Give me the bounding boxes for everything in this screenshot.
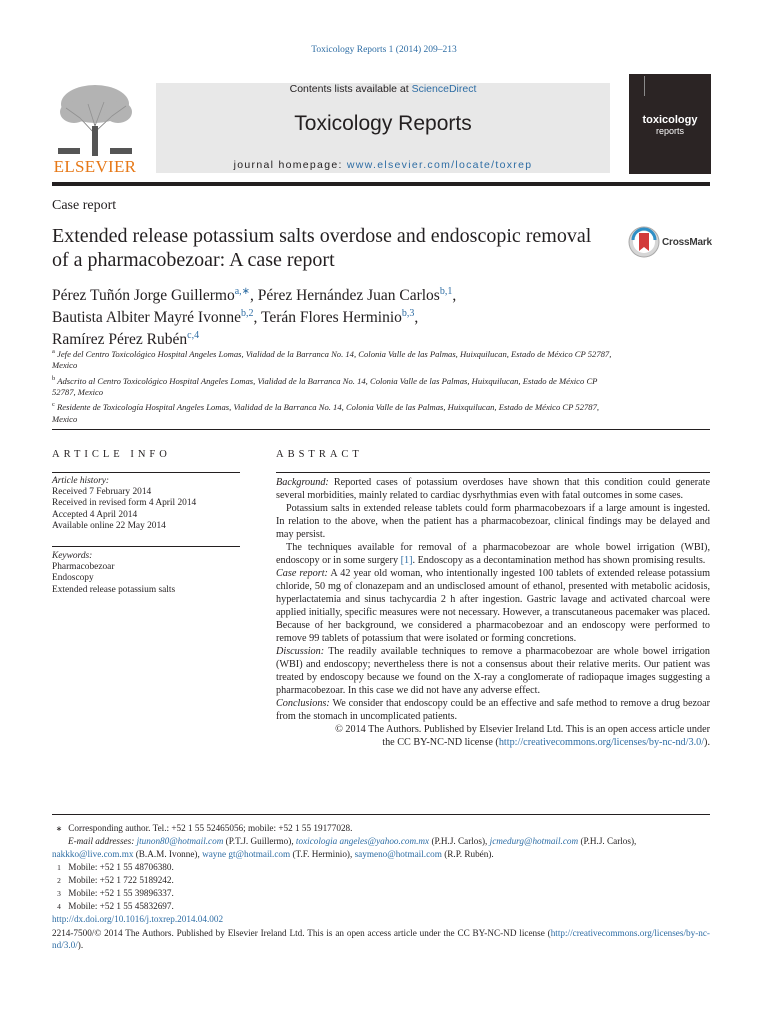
- author-name: Pérez Hernández Juan Carlos: [257, 287, 440, 305]
- section-rule: [52, 429, 710, 430]
- keywords: Keywords: Pharmacobezoar Endoscopy Extended release potassium salts: [52, 551, 240, 596]
- author-name: Terán Flores Herminio: [260, 309, 402, 327]
- author-affiliation-mark[interactable]: b,2: [240, 308, 254, 320]
- article-info-heading: ARTICLE INFO: [52, 449, 171, 460]
- cover-title: toxicology: [642, 114, 698, 126]
- journal-title: Toxicology Reports: [294, 112, 472, 135]
- cover-stripe: [644, 76, 645, 96]
- history-item: Received in revised form 4 April 2014: [52, 498, 197, 509]
- sciencedirect-link[interactable]: ScienceDirect: [411, 83, 477, 95]
- author-name: Pérez Tuñón Jorge Guillermo: [52, 287, 235, 305]
- author-list: Pérez Tuñón Jorge Guillermo$^{a,∗}$, Pérez Hernández Juan Carlos$^{b,1}$, Bautista Albiter Mayré Ivonne$^{b,2}$, Terán Flores Herminio$^{b,3}$, Ramírez Pérez Rubén$^{c,4}$: [52, 286, 457, 349]
- mobile-note: 1 Mobile: +52 1 55 48706380.: [57, 862, 174, 872]
- history-item: Available online 22 May 2014: [52, 520, 166, 531]
- contents-line: Contents lists available at ScienceDirect: [289, 83, 477, 95]
- copyright-line: © 2014 The Authors. Published by Elsevier Ireland Ltd. This is an open access article under: [335, 724, 710, 735]
- keyword: Extended release potassium salts: [52, 584, 176, 595]
- keyword: Endoscopy: [52, 573, 94, 584]
- email-link[interactable]: nakkko@live.com.mx: [52, 849, 134, 859]
- license-statement: 2214-7500/© 2014 The Authors. Published by Elsevier Ireland Ltd. This is an open access article under the CC BY-NC-ND license (http://creativecommons.org/licenses/by-nc-nd/3.0/).: [52, 928, 710, 950]
- abstract-paragraph: The techniques available for removal of a pharmacobezoar are whole bowel irrigation (WBI), endoscopy or in some surgery [1]. Endoscopy as a decontamination method has shown promising results.: [276, 542, 710, 566]
- header-rule: [52, 182, 710, 186]
- keyword: Pharmacobezoar: [52, 562, 115, 573]
- abstract-body: [276, 476, 710, 749]
- email-addresses-cont: nakkko@live.com.mx (B.A.M. Ivonne), wayne gt@hotmail.com (T.F. Herminio), saymeno@hotmail.com (R.P. Rubén).: [52, 849, 494, 859]
- article-history: Article history: Received 7 February 2014 Received in revised form 4 April 2014 Accepted 4 April 2014 Available online 22 May 2014: [52, 476, 240, 532]
- crossmark-icon: [628, 226, 660, 258]
- journal-reference[interactable]: Toxicology Reports 1 (2014) 209–213: [311, 45, 457, 55]
- crossmark-label: CrossMark: [662, 237, 712, 248]
- abstract-background: Background: Reported cases of potassium overdoses have shown that this condition could generate several morbidities, mainly related to cardiac dysrhythmias even with fatal outcomes in some cases.: [276, 477, 710, 501]
- affiliation: $^b$ Adscrito al Centro Toxicológico Hospital Angeles Lomas, Vialidad de la Barranca No. 14, Colonia Valle de las Palmas, Huixquilucan, Estado de México CP 52787, Mexico: [52, 374, 598, 397]
- email-link[interactable]: saymeno@hotmail.com: [354, 849, 442, 859]
- affiliations: [52, 346, 612, 426]
- cover-subtitle: reports: [655, 126, 684, 136]
- email-addresses: E-mail addresses: jtunon80@hotmail.com (P.T.J. Guillermo), toxicologia angeles@yahoo.com.mx (P.H.J. Carlos), jcmedurg@hotmail.com (P.H.J. Carlos),: [68, 836, 637, 846]
- copyright-line: the CC BY-NC-ND license (http://creativecommons.org/licenses/by-nc-nd/3.0/).: [382, 737, 710, 748]
- affiliation: $^c$ Residente de Toxicología Hospital Angeles Lomas, Vialidad de la Barranca No. 14, Colonia Valle de las Palmas, Huixquilucan, Estado de México CP 52787, Mexico: [52, 401, 600, 424]
- abstract-heading: ABSTRACT: [276, 449, 363, 460]
- author-affiliation-mark[interactable]: c,4: [187, 330, 200, 342]
- abstract-paragraph: Potassium salts in extended release tablets could form pharmacobezoars if a large amount is ingested. In relation to the above, when the patient has a pharmacobezoar, clinical findings may be delayed and may persist.: [276, 503, 710, 540]
- journal-cover[interactable]: [629, 74, 711, 174]
- journal-homepage-line: journal homepage: www.elsevier.com/locate/toxrep: [233, 159, 533, 171]
- footnotes: [52, 822, 672, 913]
- author-affiliation-mark[interactable]: b,3: [401, 308, 415, 320]
- history-item: Accepted 4 April 2014: [52, 509, 138, 520]
- email-link[interactable]: wayne gt@hotmail.com: [202, 849, 291, 859]
- article-info-rule: [52, 472, 240, 473]
- history-item: Received 7 February 2014: [52, 487, 152, 498]
- license-link[interactable]: http://creativecommons.org/licenses/by-nc-nd/3.0/: [498, 737, 705, 748]
- article-type: Case report: [52, 198, 117, 213]
- affiliation: $^a$ Jefe del Centro Toxicológico Hospital Angeles Lomas, Vialidad de la Barranca No. 14, Colonia Valle de las Palmas, Huixquilucan, Estado de México CP 52787, Mexico: [52, 348, 612, 371]
- reference-link[interactable]: [1]: [400, 555, 413, 566]
- email-link[interactable]: jcmedurg@hotmail.com: [489, 836, 579, 846]
- corresponding-author-note: ∗ Corresponding author. Tel.: +52 1 55 52465056; mobile: +52 1 55 19177028.: [55, 823, 353, 833]
- footnote-rule: [52, 814, 710, 815]
- keywords-rule: [52, 546, 240, 547]
- author-name: Bautista Albiter Mayré Ivonne: [52, 309, 241, 327]
- mobile-note: 3 Mobile: +52 1 55 39896337.: [57, 888, 174, 898]
- elsevier-wordmark: ELSEVIER: [53, 157, 137, 176]
- license-link[interactable]: http://creativecommons.org/licenses/by-nc-nd/3.0/: [52, 928, 710, 950]
- article-title: Extended release potassium salts overdose and endoscopic removal of a pharmacobezoar: A case report: [52, 225, 592, 271]
- journal-homepage-link[interactable]: www.elsevier.com/locate/toxrep: [346, 159, 533, 171]
- abstract-case-report: Case report: A 42 year old woman, who intentionally ingested 100 tablets of extended release potassium chloride, 50 mg of clonazepam and an undisclosed amount of ethanol, presented with metabolic acidosis, hyperlactatemia and sinus tachycardia 2 h after ingestion. Gastric lavage and activated charcoal were applied initially, specific measures were not necessary. However, a transcutaneous pacemaker was placed. Because of her background, we considered a pharmacobezoar and an endoscopy were performed to remove 99 tablets of potassium that were isolated or forming concretions.: [276, 568, 710, 644]
- mobile-note: 4 Mobile: +52 1 55 45832697.: [57, 901, 174, 911]
- mobile-note: 2 Mobile: +52 1 722 5189242.: [57, 875, 174, 885]
- author-name: Ramírez Pérez Rubén: [52, 331, 188, 349]
- doi-link[interactable]: http://dx.doi.org/10.1016/j.toxrep.2014.04.002: [52, 914, 224, 924]
- email-link[interactable]: jtunon80@hotmail.com: [136, 836, 224, 846]
- email-link[interactable]: toxicologia angeles@yahoo.com.mx: [295, 836, 430, 846]
- abstract-conclusions: Conclusions: We consider that endoscopy could be an effective and safe method to remove a drug bezoar from the stomach in uncomplicated patients.: [276, 698, 710, 722]
- abstract-discussion: Discussion: The readily available techniques to remove a pharmacobezoar are whole bowel irrigation (WBI) and endoscopy; nevertheless there is not a consensus about their relative merits. Our patient was treated by endoscopy because we found on the X-ray a conglomerate of radiopaque images suggesting a pharmacobezoar. In this case we did not have any adverse effect.: [276, 646, 710, 696]
- author-affiliation-mark[interactable]: a,∗: [234, 286, 251, 297]
- author-affiliation-mark[interactable]: b,1: [439, 286, 453, 297]
- abstract-rule: [276, 472, 710, 473]
